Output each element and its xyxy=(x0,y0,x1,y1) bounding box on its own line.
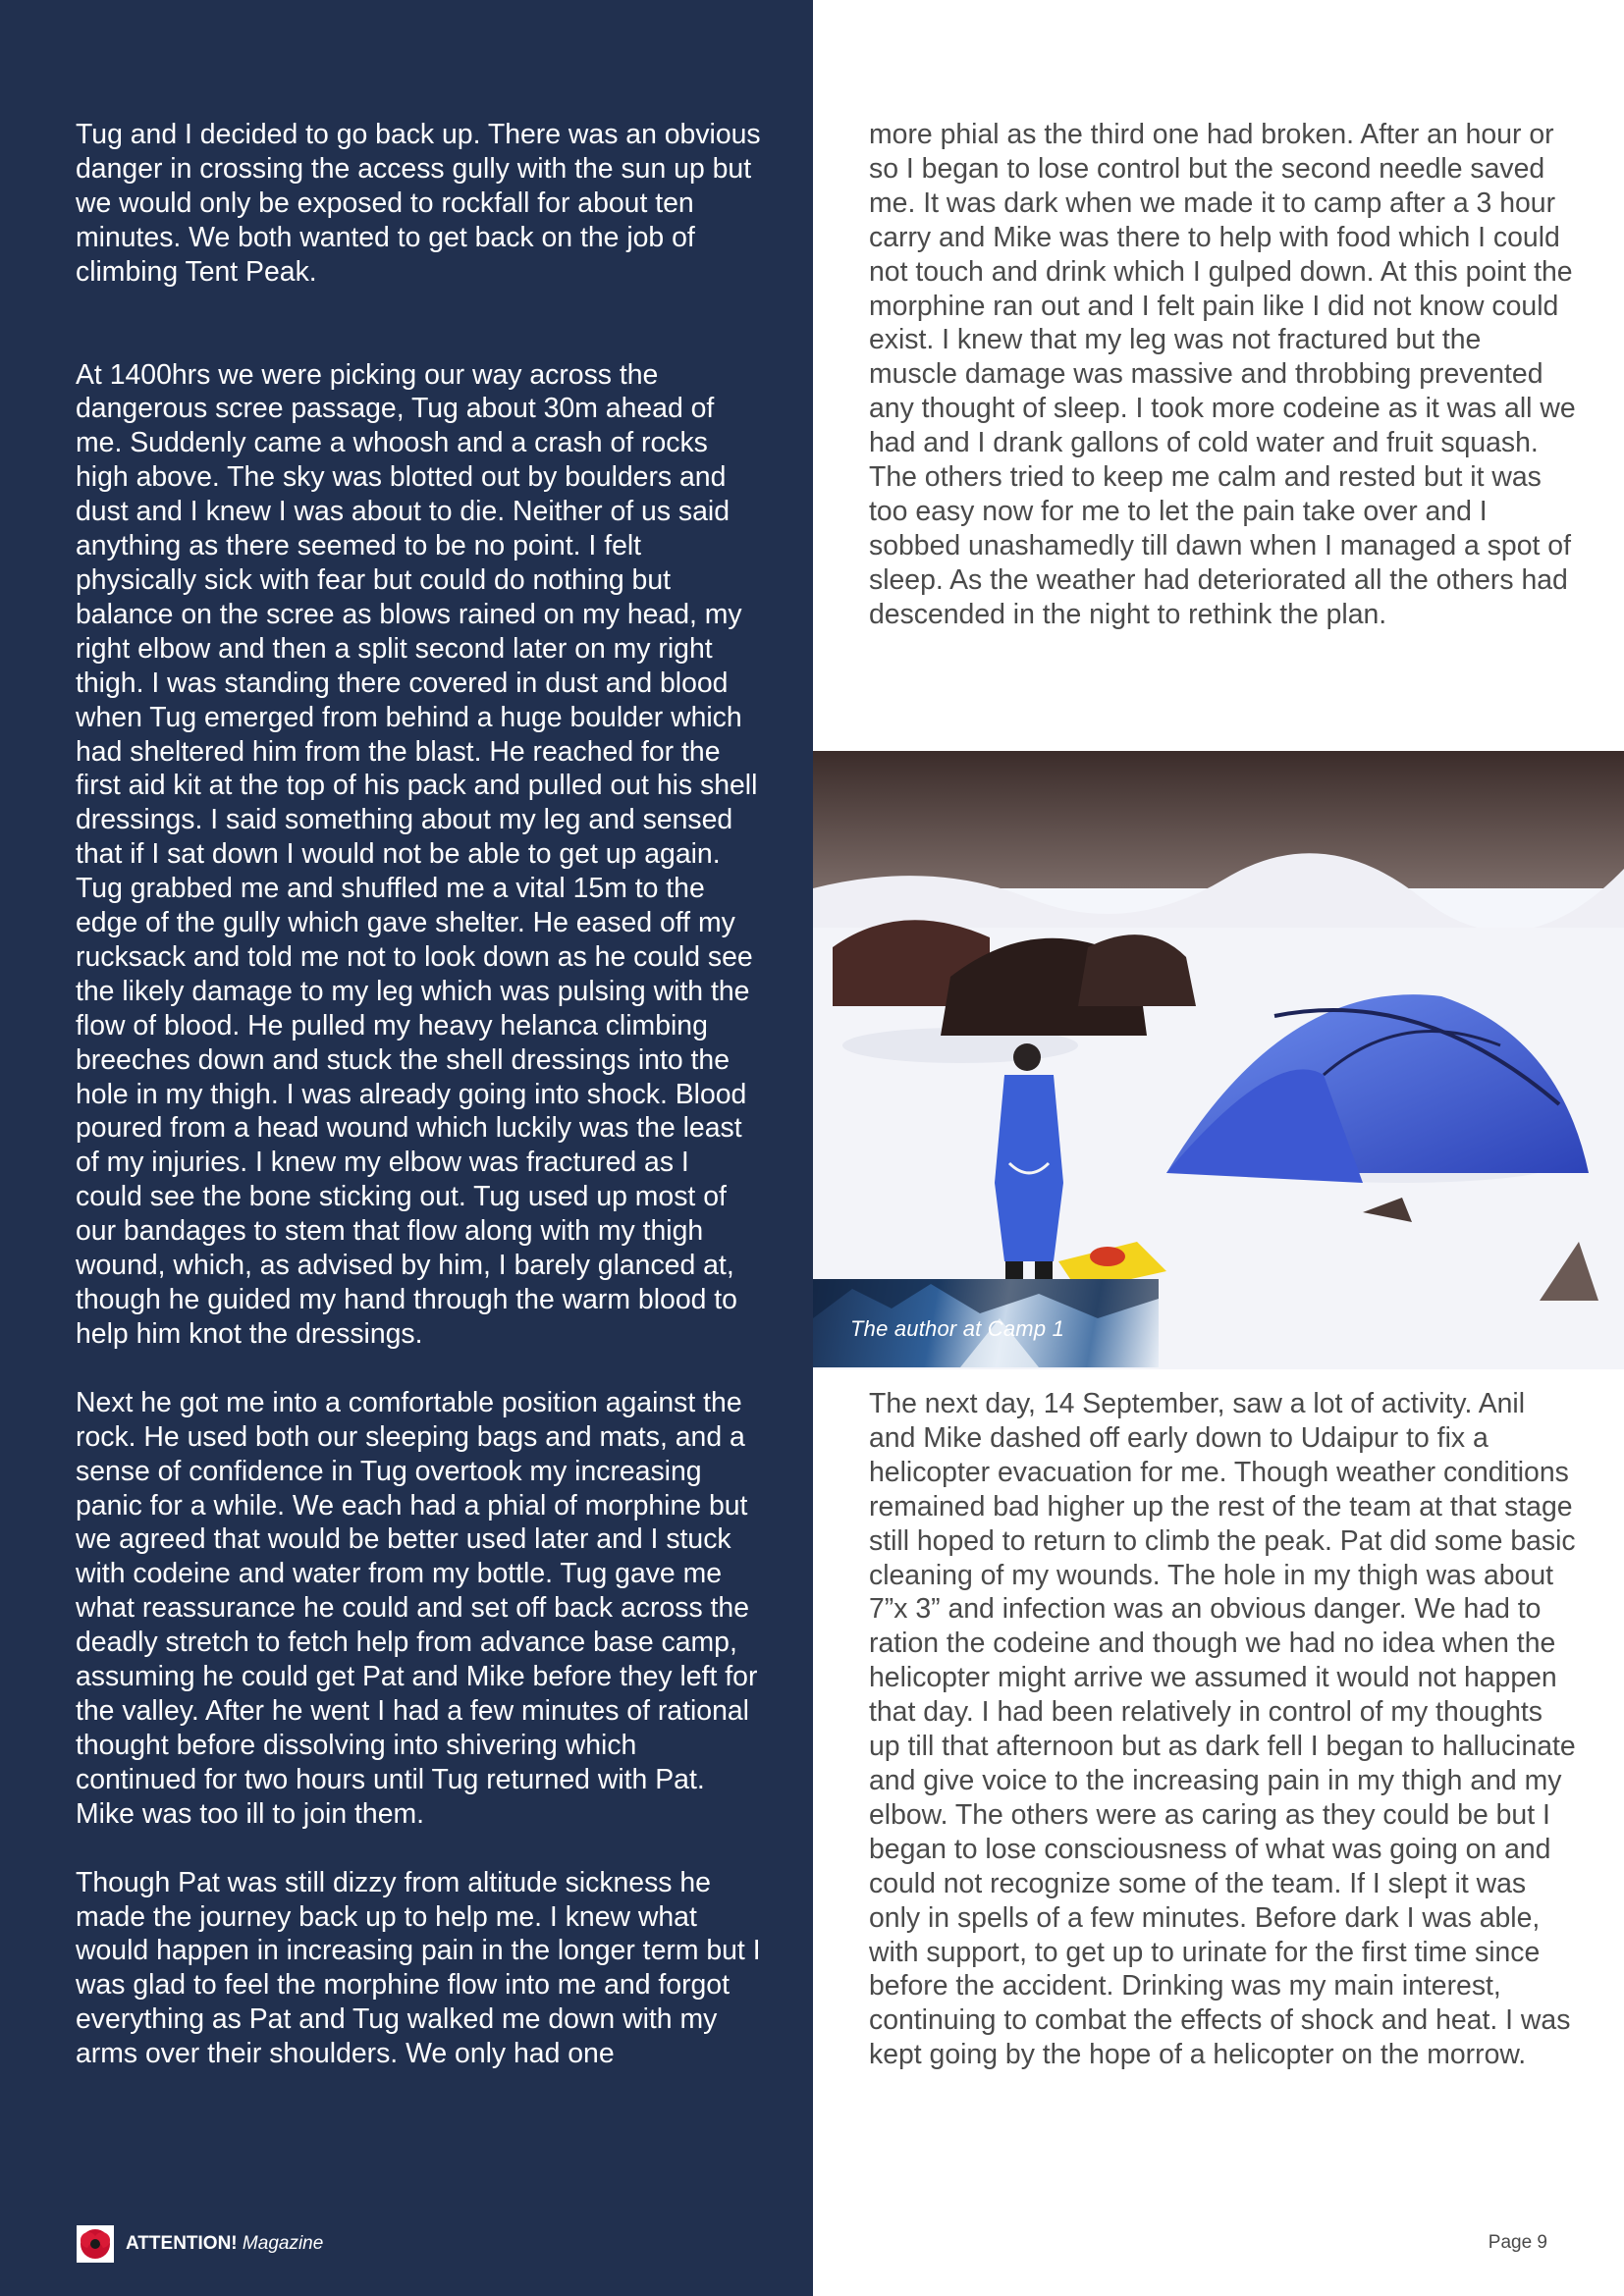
footer-brand xyxy=(77,2224,323,2264)
photo-caption: The author at Camp 1 xyxy=(850,1316,1065,1341)
camp-photo xyxy=(813,751,1624,1369)
paragraph-4: Though Pat was still dizzy from altitude sickness he made the journey back up to help me. I knew what would happen in increasing pain in the longer term but I was glad to feel the morphine flow into me and forgot everything as Pat and Tug walked me down with my arms over their shoulders. We only had one xyxy=(76,1866,761,2070)
poppy-icon xyxy=(77,2225,114,2263)
left-column xyxy=(76,118,763,2071)
paragraph-6: The next day, 14 September, saw a lot of activity. Anil and Mike dashed off early down to Udaipur to fix a helicopter evacuation for me. Though weather conditions remained bad higher up the rest of the team at that stage still hoped to return to climb the peak. Pat did some basic cleaning of my wounds. The hole in my thigh was about 7”x 3” and infection was an obvious danger. We had to ration the codeine and though we had no idea when the helicopter might arrive we assumed it would not happen that day. I had been relatively in control of my thoughts up till that afternoon but as dark fell I began to hallucinate and give voice to the increasing pain in my thigh and my elbow. The others were as caring as they could be but I began to lose consciousness of what was going on and could not recognize some of the team. If I slept it was only in spells of a few minutes. Before dark I was able, with support, to get up to urinate for the first time since before the accident. Drinking was my main interest, continuing to combat the effects of shock and heat. I was kept going by the hope of a helicopter on the morrow. xyxy=(869,1388,1576,2071)
right-column-bottom xyxy=(869,1387,1576,2072)
brand-bold: ATTENTION! xyxy=(126,2233,238,2254)
brand-italic: Magazine xyxy=(242,2233,324,2254)
paragraph-1: Tug and I decided to go back up. There was an obvious danger in crossing the access gully with the sun up but we would only be exposed to rockfall for about ten minutes. We both wanted to get back on the job of climbing Tent Peak. xyxy=(76,119,761,288)
page-number: Page 9 xyxy=(1488,2232,1547,2253)
magazine-name xyxy=(126,2233,323,2255)
paragraph-3: Next he got me into a comfortable position against the rock. He used both our sleeping bags and mats, and a sense of confidence in Tug overtook my increasing panic for a while. We each had a phial of morphine but we agreed that would be better used later and I stuck with codeine and water from my bottle. Tug gave me what reassurance he could and set off back across the deadly stretch to fetch help from advance base camp, assuming he could get Pat and Mike before they left for the valley. After he went I had a few minutes of rational thought before dissolving into shivering which continued for two hours until Tug returned with Pat. Mike was too ill to join them. xyxy=(76,1386,758,1830)
photo-caption-box xyxy=(813,1279,1159,1367)
paragraph-2: At 1400hrs we were picking our way across the dangerous scree passage, Tug about 30m ahead of me. Suddenly came a whoosh and a crash of rocks high above. The sky was blotted out by boulders and dust and I knew I was about to die. Neither of us said anything as there seemed to be no point. I felt physically sick with fear but could do nothing but balance on the scree as blows rained on my head, my right elbow and then a split second later on my right thigh. I was standing there covered in dust and blood when Tug emerged from behind a huge boulder which had sheltered him from the blast. He reached for the first aid kit at the top of his pack and pulled out his shell dressings. I said something about my leg and sensed that if I sat down I would not be able to get up again. Tug grabbed me and shuffled me a vital 15m to the edge of the gully which gave shelter. He eased off my rucksack and told me not to look down as he could see the likely damage to my leg which was pulsing with the flow of blood. He pulled my heavy helanca climbing breeches down and stuck the shell dressings into the hole in my thigh. I was already going into shock. Blood poured from a head wound which luckily was the least of my injuries. I knew my elbow was fractured as I could see the bone sticking out. Tug used up most of our bandages to stem that flow along with my thigh wound, which, as advised by him, I barely glanced at, though he guided my hand through the warm blood to help him knot the dressings. xyxy=(76,358,758,1350)
paragraph-5: more phial as the third one had broken. After an hour or so I began to lose control but the second needle saved me. It was dark when we made it to camp after a 3 hour carry and Mike was there to help with food which I could not touch and drink which I gulped down. At this point the morphine ran out and I felt pain like I did not know could exist. I knew that my leg was not fractured but the muscle damage was massive and throbbing prevented any thought of sleep. I took more codeine as it was all we had and I drank gallons of cold water and fruit squash. The others tried to keep me calm and rested but it was too easy now for me to let the pain take over and I sobbed unashamedly till dawn when I managed a spot of sleep. As the weather had deteriorated all the others had descended in the night to rethink the plan. xyxy=(869,119,1576,630)
right-column-top xyxy=(869,118,1576,632)
